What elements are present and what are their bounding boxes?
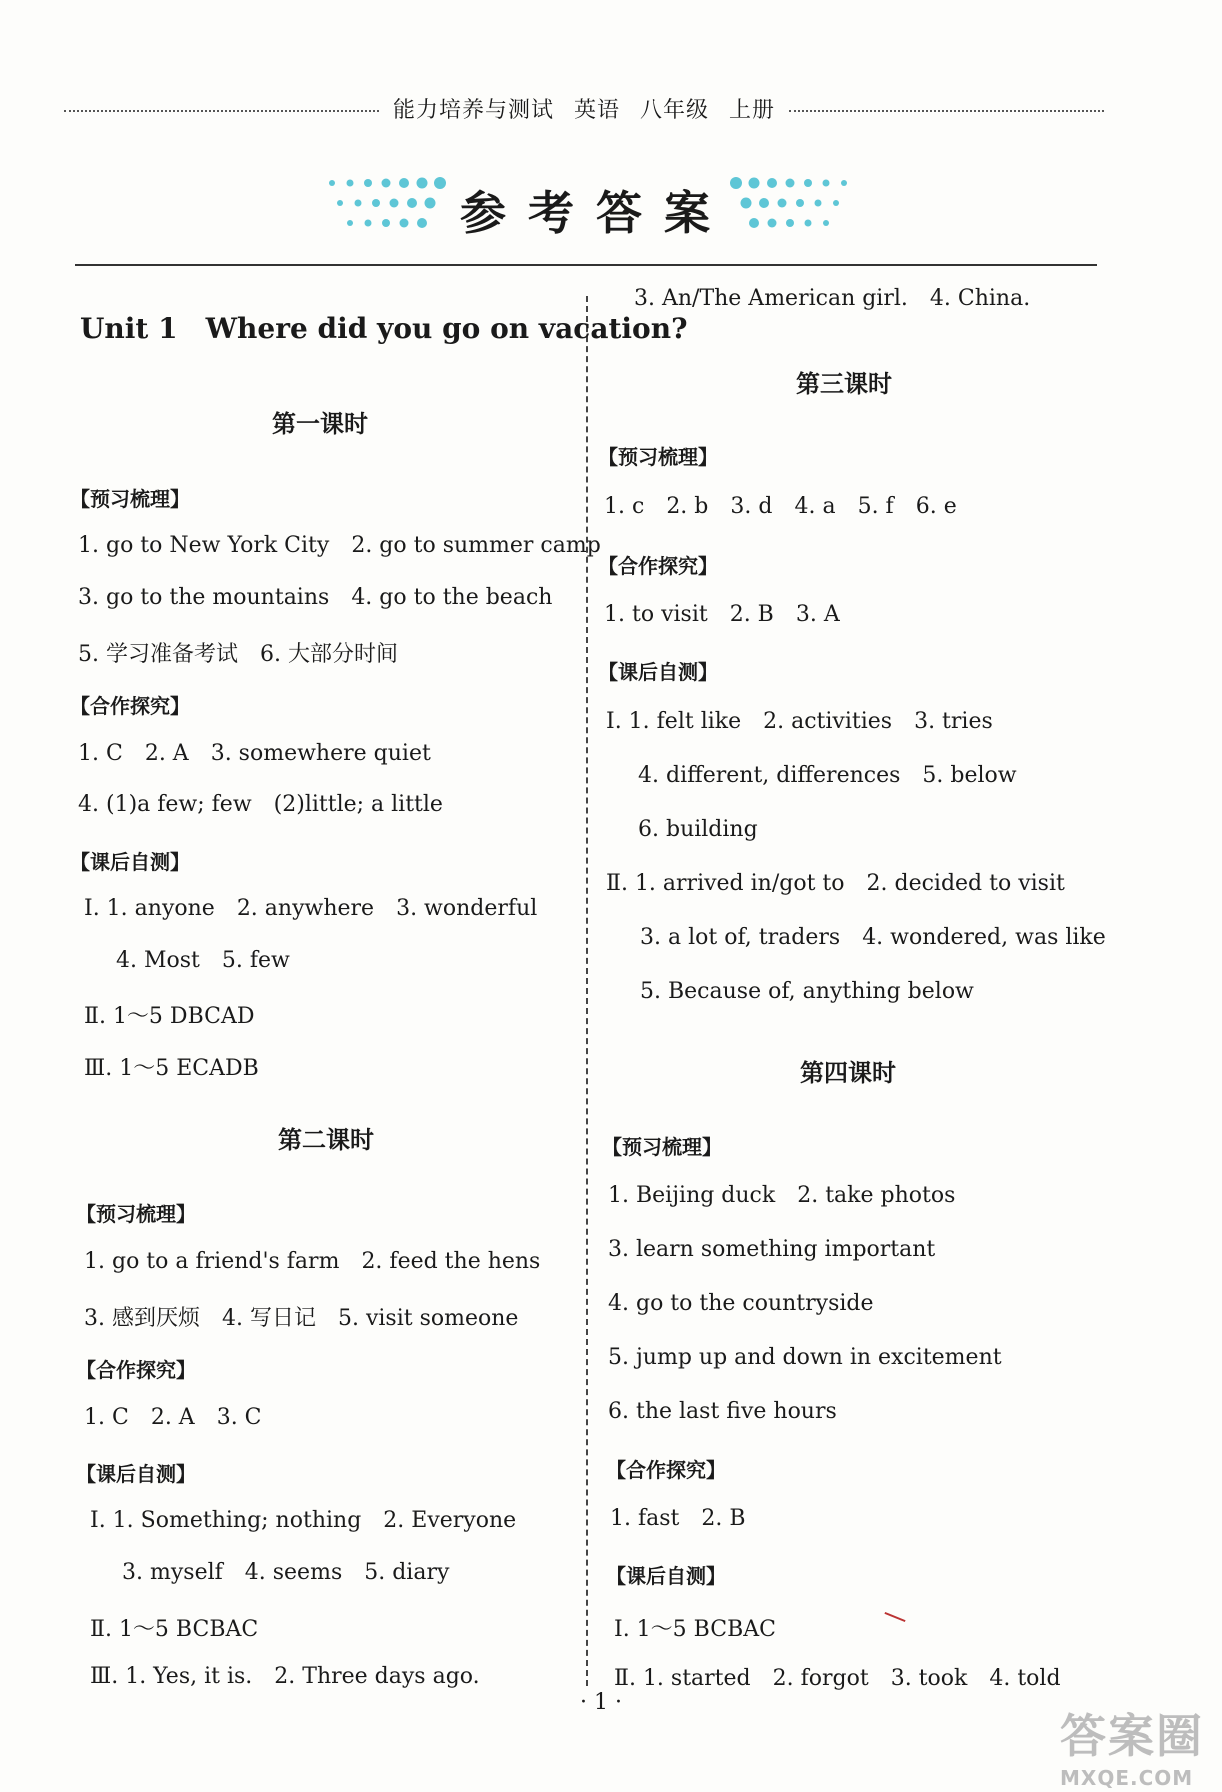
section-heading: 【课后自测】 xyxy=(70,850,190,874)
section-heading: 【课后自测】 xyxy=(598,660,718,684)
title-banner xyxy=(0,165,1222,255)
answer-line: 3. myself 4. seems 5. diary xyxy=(122,1560,450,1585)
answer-line: 4. different, differences 5. below xyxy=(638,763,1017,788)
header-subject: 英语 xyxy=(573,98,620,123)
answer-line: 4. Most 5. few xyxy=(116,948,290,973)
answer-line: 1. go to New York City 2. go to summer camp xyxy=(78,533,601,558)
running-header xyxy=(64,93,1104,124)
answer-line: 5. 学习准备考试 6. 大部分时间 xyxy=(78,642,398,667)
answer-line: Ⅱ. 1. started 2. forgot 3. took 4. told xyxy=(614,1666,1061,1691)
lesson-4-heading: 第四课时 xyxy=(800,1059,896,1087)
answer-line: 6. building xyxy=(638,817,758,842)
answer-line: Ⅱ. 1～5 BCBAC xyxy=(90,1617,259,1642)
answer-line: 1. fast 2. B xyxy=(610,1506,746,1531)
answer-line: Ⅱ. 1. arrived in/got to 2. decided to visit xyxy=(606,871,1065,896)
pen-mark-icon xyxy=(884,1612,905,1622)
header-book: 能力培养与测试 xyxy=(392,98,554,123)
answer-line: 4. (1)a few; few (2)little; a little xyxy=(78,792,443,817)
watermark xyxy=(1060,1700,1210,1790)
section-heading: 【合作探究】 xyxy=(76,1358,196,1382)
section-heading: 【合作探究】 xyxy=(598,554,718,578)
page-number: · 1 · xyxy=(580,1690,622,1715)
answer-line: Ⅰ. 1. felt like 2. activities 3. tries xyxy=(606,709,993,734)
answer-line: 1. C 2. A 3. somewhere quiet xyxy=(78,741,431,766)
header-grade: 八年级 xyxy=(640,98,710,123)
lesson-3-heading: 第三课时 xyxy=(796,370,892,398)
unit-title: Unit 1 Where did you go on vacation? xyxy=(80,312,688,345)
section-heading: 【预习梳理】 xyxy=(598,445,718,469)
answer-line: Ⅰ. 1～5 BCBAC xyxy=(614,1617,776,1642)
page-title: 参考答案 xyxy=(460,186,732,240)
section-heading: 【合作探究】 xyxy=(606,1458,726,1482)
answer-line: 1. C 2. A 3. C xyxy=(84,1405,262,1430)
answer-line: 1. Beijing duck 2. take photos xyxy=(608,1183,956,1208)
answer-line: Ⅰ. 1. anyone 2. anywhere 3. wonderful xyxy=(84,896,538,921)
header-volume: 上册 xyxy=(729,98,776,123)
title-rule xyxy=(75,264,1097,266)
section-heading: 【课后自测】 xyxy=(606,1564,726,1588)
answer-line: Ⅲ. 1～5 ECADB xyxy=(84,1056,259,1081)
answer-line: 6. the last five hours xyxy=(608,1399,837,1424)
header-dots-left xyxy=(64,110,379,112)
decorative-dots-right-icon xyxy=(726,173,856,233)
lesson-1-heading: 第一课时 xyxy=(272,410,368,438)
lesson-2-heading: 第二课时 xyxy=(278,1126,374,1154)
answer-line: 3. a lot of, traders 4. wondered, was like xyxy=(640,925,1106,950)
answer-line: 3. go to the mountains 4. go to the beach xyxy=(78,585,553,610)
answer-line: 5. jump up and down in excitement xyxy=(608,1345,1002,1370)
answer-line: Ⅱ. 1～5 DBCAD xyxy=(84,1004,255,1029)
header-text xyxy=(379,93,789,124)
answer-line: 1. c 2. b 3. d 4. a 5. f 6. e xyxy=(604,494,957,519)
section-heading: 【预习梳理】 xyxy=(70,487,190,511)
answer-line: 1. to visit 2. B 3. A xyxy=(604,602,840,627)
section-heading: 【合作探究】 xyxy=(70,694,190,718)
decorative-dots-left-icon xyxy=(320,173,450,233)
answer-line: 3. An/The American girl. 4. China. xyxy=(634,286,1031,311)
answer-line: 3. 感到厌烦 4. 写日记 5. visit someone xyxy=(84,1306,519,1331)
header-dots-right xyxy=(789,110,1104,112)
answer-line: 4. go to the countryside xyxy=(608,1291,874,1316)
section-heading: 【预习梳理】 xyxy=(76,1202,196,1226)
column-divider xyxy=(586,296,588,1686)
section-heading: 【预习梳理】 xyxy=(602,1135,722,1159)
answer-line: 5. Because of, anything below xyxy=(640,979,974,1004)
answer-line: Ⅰ. 1. Something; nothing 2. Everyone xyxy=(90,1508,517,1533)
section-heading: 【课后自测】 xyxy=(76,1462,196,1486)
answer-line: Ⅲ. 1. Yes, it is. 2. Three days ago. xyxy=(90,1664,480,1689)
watermark-url: MXQE.COM xyxy=(1060,1766,1194,1790)
watermark-text: 答案圈 xyxy=(1060,1709,1204,1763)
answer-line: 1. go to a friend's farm 2. feed the hens xyxy=(84,1249,541,1274)
answer-line: 3. learn something important xyxy=(608,1237,936,1262)
